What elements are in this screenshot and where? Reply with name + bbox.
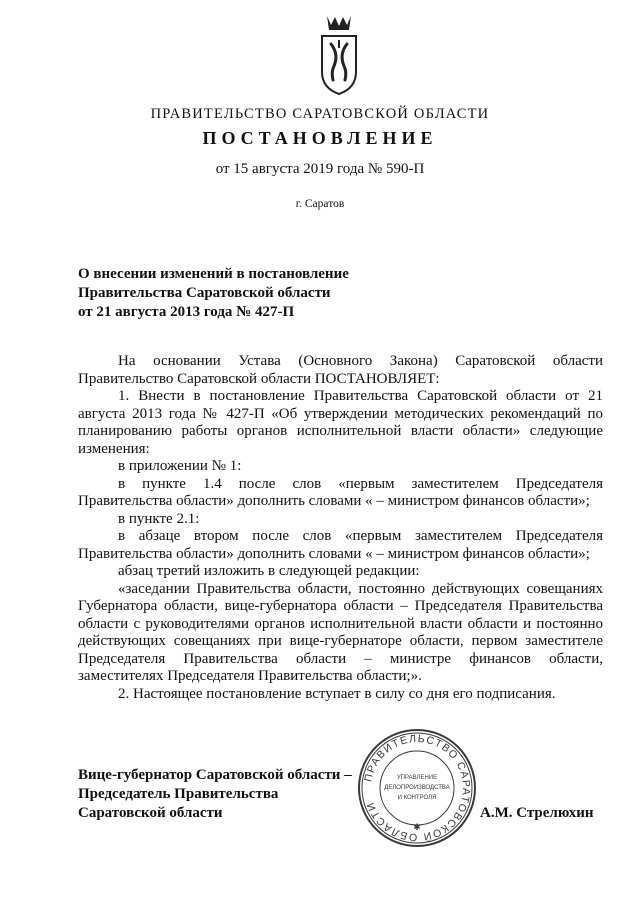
body-paragraph: «заседании Правительства области, постоянно действующих совещаниях Губернатора области, вице-губернатора области – Председателя Правительства области с руководителями органов исполнительной власти области и постоянно действующих совещаниях при вице-губернаторе области, первом заместителе Председателя Правительства области – министре финансов области, заместителях Председателя Правительства области;». [78,580,603,684]
document-subject [78,265,349,322]
body-paragraph: в абзаце втором после слов «первым заместителем Председателя Правительства области» дополнить словами « – министром финансов области»; [78,528,603,562]
body-paragraph: 1. Внести в постановление Правительства Саратовской области от 21 августа 2013 года № 427-П «Об утверждении методических рекомендаций по планированию работы органов исполнительной власти области» следующие изменения: [78,388,603,457]
body-paragraph: 2. Настоящее постановление вступает в силу со дня его подписания. [118,685,556,702]
document-type-title: ПОСТАНОВЛЕНИЕ [202,128,438,148]
signature-position-line: Председатель Правительства [78,786,279,802]
document-city: г. Саратов [295,198,345,210]
seal-center-line: УПРАВЛЕНИЕ [396,775,438,781]
seal-ring-text: ПРАВИТЕЛЬСТВО САРАТОВСКОЙ ОБЛАСТИ [362,732,473,844]
government-name: ПРАВИТЕЛЬСТВО САРАТОВСКОЙ ОБЛАСТИ [150,106,490,122]
official-seal-stamp [356,727,478,849]
subject-line: от 21 августа 2013 года № 427-П [78,304,295,320]
signature-position [78,766,352,823]
document-date-number: от 15 августа 2019 года № 590-П [215,161,425,177]
subject-line: О внесении изменений в постановление [78,266,349,282]
seal-center-line: ДЕЛОПРОИЗВОДСТВА [384,785,450,791]
signature-position-line: Саратовской области [78,805,223,821]
seal-center-line: И КОНТРОЛЯ [397,795,437,801]
body-paragraph: в пункте 1.4 после слов «первым заместителем Председателя Правительства области» дополнить словами « – министром финансов области»; [78,475,603,509]
document-body [78,353,603,703]
signature-position-line: Вице-губернатор Саратовской области – [78,767,352,783]
body-paragraph: абзац третий изложить в следующей редакции: [118,563,420,579]
body-paragraph: в приложении № 1: [118,458,242,474]
body-paragraph: в пункте 2.1: [118,510,200,527]
subject-line: Правительства Саратовской области [78,285,331,301]
signatory-name: А.М. Стрелюхин [480,805,594,821]
body-paragraph: На основании Устава (Основного Закона) Саратовской области Правительство Саратовской области ПОСТАНОВЛЯЕТ: [78,353,603,387]
saratov-coat-of-arms-icon [318,14,360,96]
seal-star-icon: ✱ [413,823,421,833]
